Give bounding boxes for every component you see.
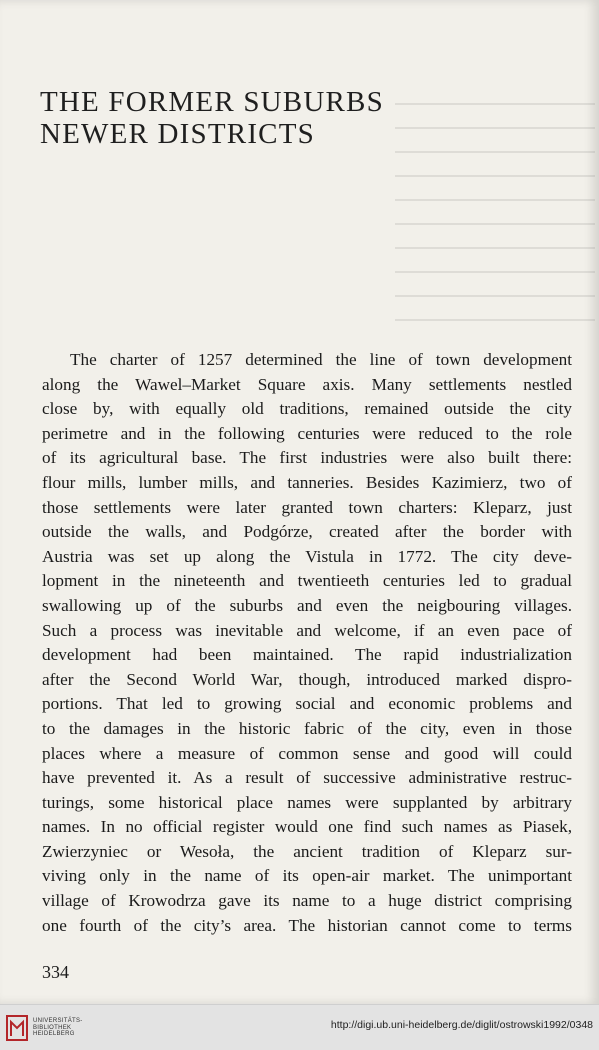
body-paragraph xyxy=(42,348,572,938)
body-line: have prevented it. As a result of successive administrative restruc- xyxy=(42,768,572,788)
body-line: one fourth of the city’s area. The historian cannot come to terms xyxy=(42,915,572,935)
viewer-footer xyxy=(0,1004,599,1050)
body-line: The charter of 1257 determined the line of town development xyxy=(70,350,572,369)
body-line: development had been maintained. The rapid industrialization xyxy=(42,645,572,665)
body-line: to the damages in the historic fabric of the city, even in those xyxy=(42,718,572,738)
library-logo-icon xyxy=(6,1014,28,1042)
body-line: village of Krowodrza gave its name to a huge district comprising xyxy=(42,891,572,911)
library-name-line: HEIDELBERG xyxy=(33,1031,75,1037)
body-line: along the Wawel–Market Square axis. Many settlements nestled xyxy=(42,374,572,394)
body-line: names. In no official register would one find such names as Piasek, xyxy=(42,817,572,837)
body-line: viving only in the name of its open-air market. The unimportant xyxy=(42,866,572,886)
library-name-line: UNIVERSITÄTS- xyxy=(33,1018,83,1024)
chapter-title xyxy=(40,86,384,150)
body-line: portions. That led to growing social and economic problems and xyxy=(42,694,572,714)
library-name-line: BIBLIOTHEK xyxy=(33,1024,72,1031)
chapter-title-line-2: NEWER DISTRICTS xyxy=(40,118,315,150)
body-line: of its agricultural base. The first industries were also built there: xyxy=(42,448,572,468)
body-line: Such a process was inevitable and welcome, if an even pace of xyxy=(42,620,572,640)
body-line: after the Second World War, though, introduced marked dispro- xyxy=(42,669,572,689)
body-line: flour mills, lumber mills, and tanneries. Besides Kazimierz, two of xyxy=(42,472,572,492)
body-line: Austria was set up along the Vistula in 1772. The city deve- xyxy=(42,546,572,566)
body-line: places where a measure of common sense and good will could xyxy=(42,743,572,763)
library-name xyxy=(33,1018,83,1038)
body-line: lopment in the nineteenth and twentieeth centuries led to gradual xyxy=(42,571,572,591)
body-line: turings, some historical place names were supplanted by arbitrary xyxy=(42,792,572,812)
page-number: 334 xyxy=(42,962,69,982)
body-line: perimetre and in the following centuries were reduced to the role xyxy=(42,423,572,443)
body-line: close by, with equally old traditions, remained outside the city xyxy=(42,399,572,419)
body-line: swallowing up of the suburbs and even the neigbouring villages. xyxy=(42,595,572,615)
body-line: those settlements were later granted town charters: Kleparz, just xyxy=(42,497,572,517)
body-line: outside the walls, and Podgórze, created after the border with xyxy=(42,522,572,542)
body-line: Zwierzyniec or Wesoła, the ancient tradition of Kleparz sur- xyxy=(42,841,572,861)
show-through-texture xyxy=(395,85,595,335)
permalink-url[interactable]: http://digi.ub.uni-heidelberg.de/diglit/ostrowski1992/0348 xyxy=(330,1019,593,1031)
chapter-title-line-1: THE FORMER SUBURBS xyxy=(40,86,384,118)
